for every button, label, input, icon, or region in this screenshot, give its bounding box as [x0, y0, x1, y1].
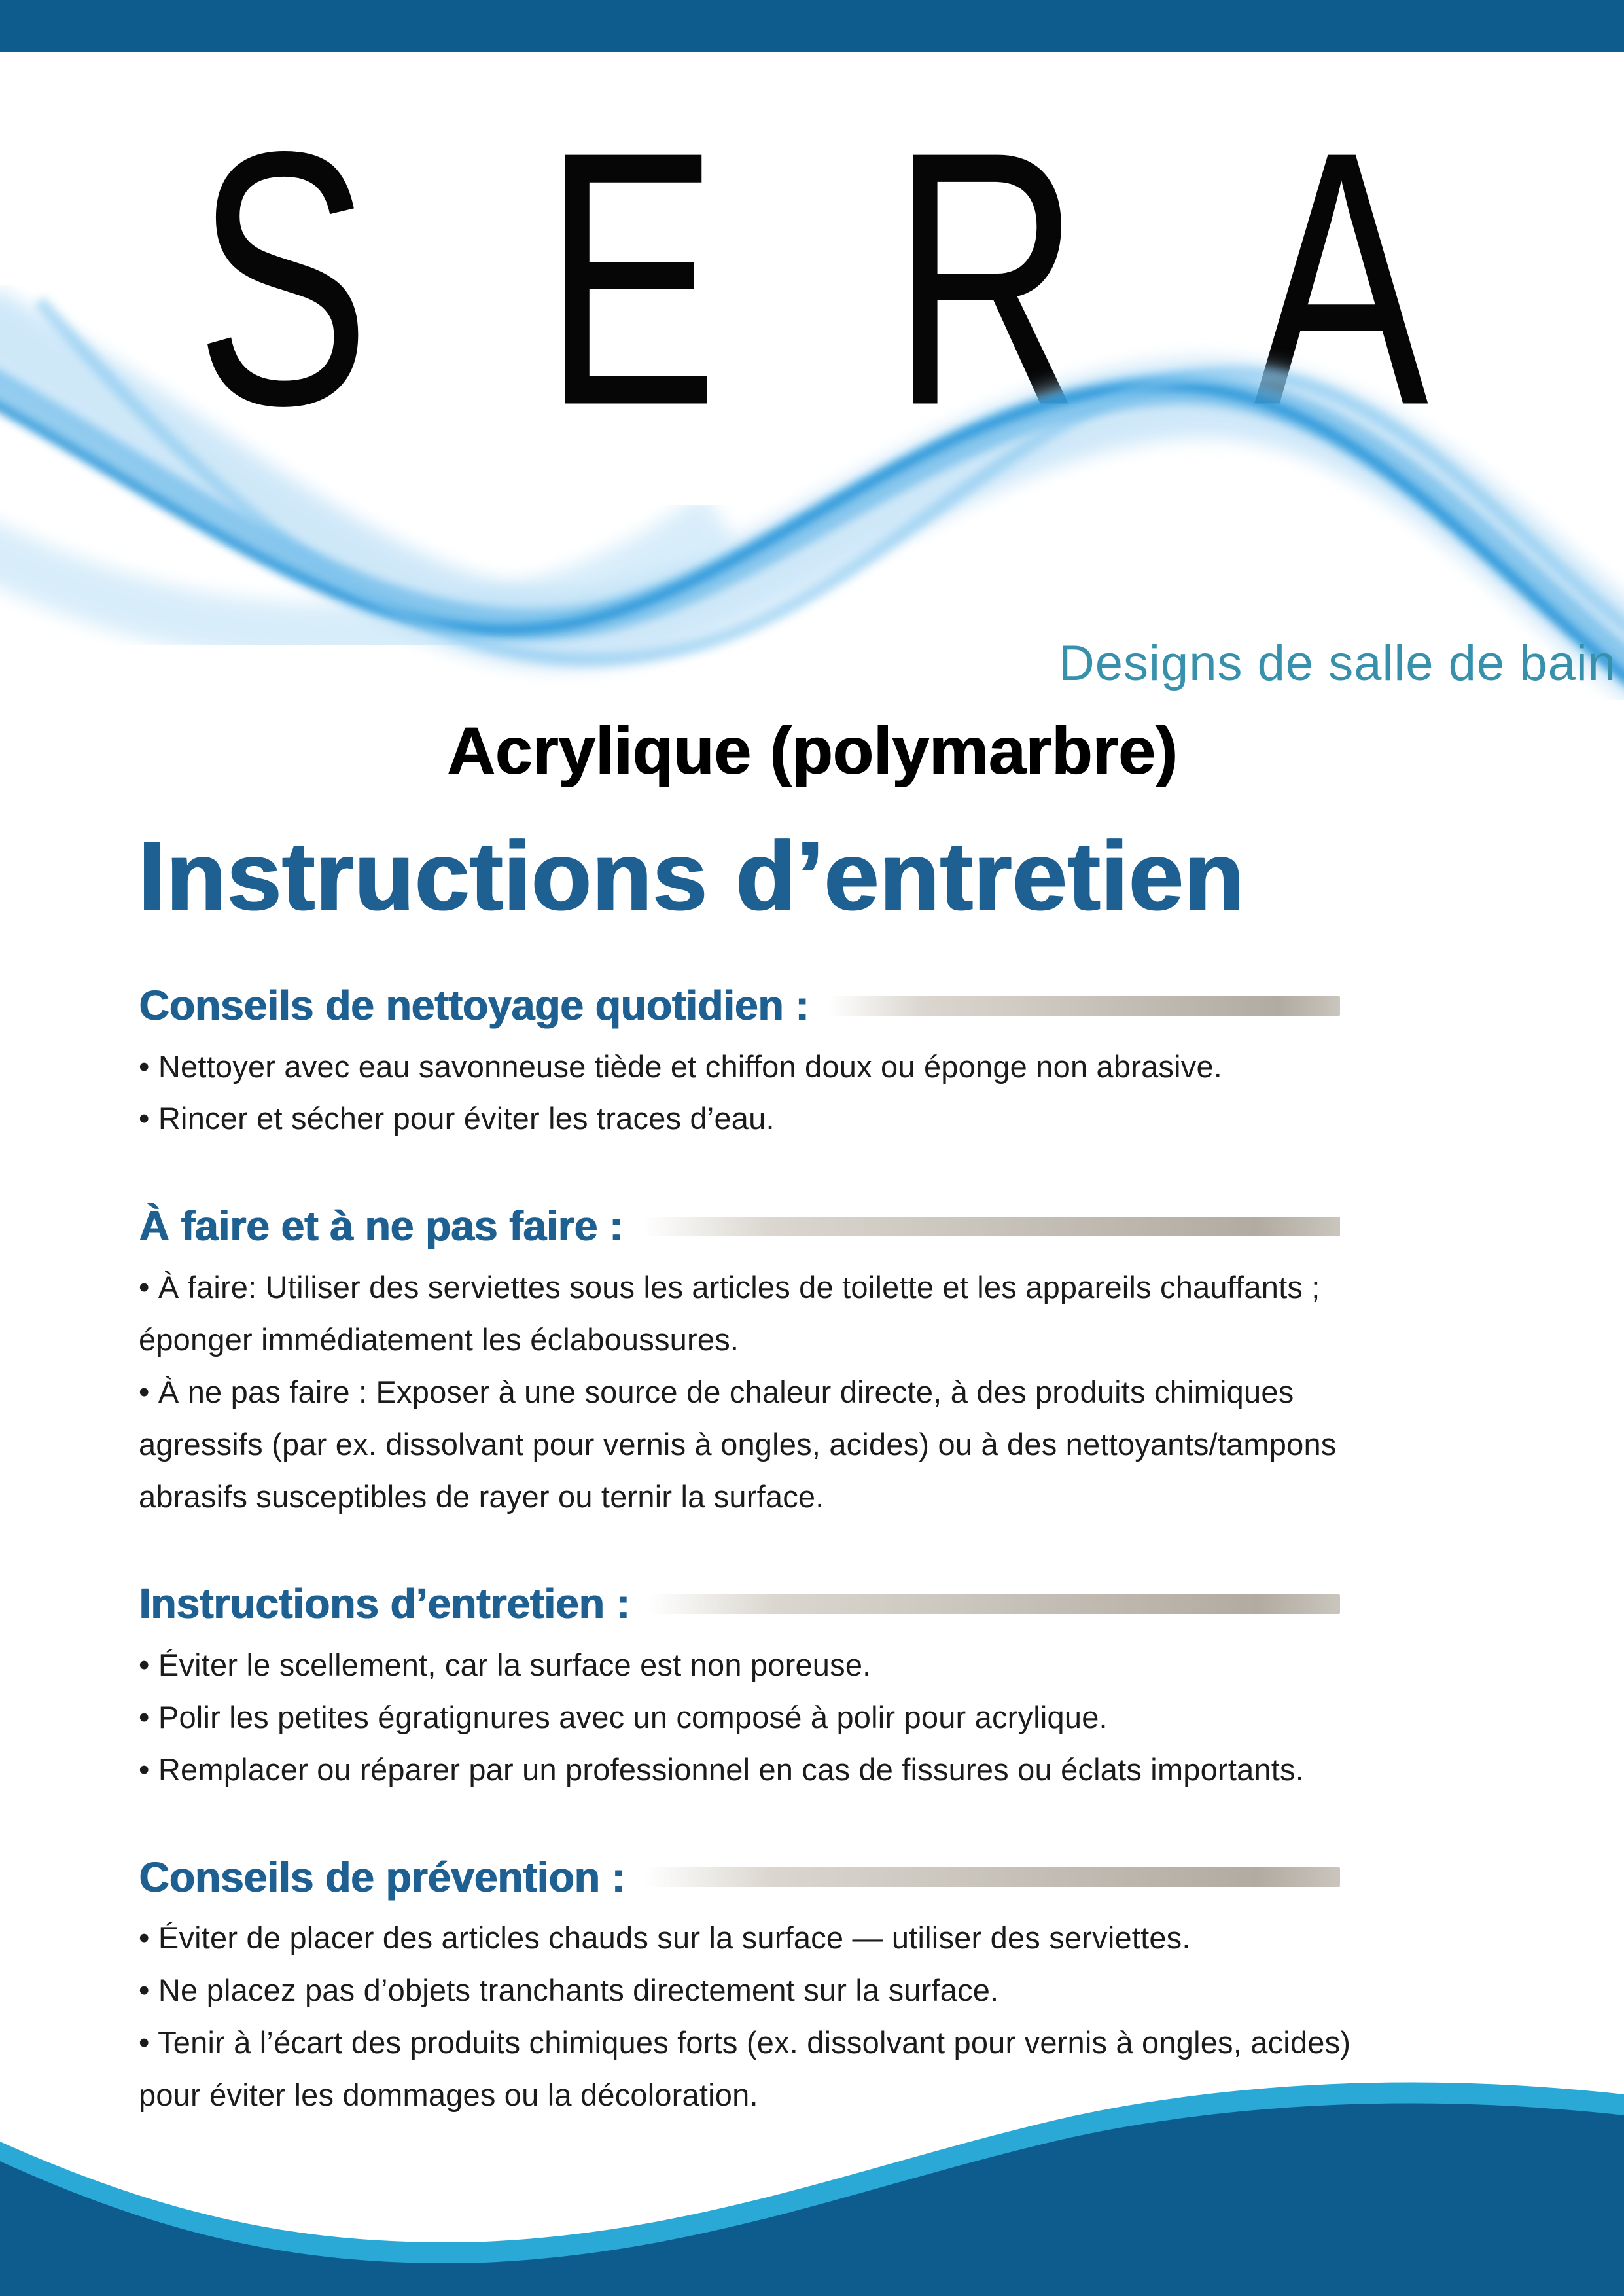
section-rule-bar — [643, 1217, 1340, 1236]
top-color-bar — [0, 0, 1624, 52]
bullet-item: • Remplacer ou réparer par un professionnel en cas de fissures ou éclats importants. — [139, 1751, 1304, 1787]
brand-tagline: Designs de salle de bain — [1058, 636, 1616, 691]
bullet-item: • Éviter le scellement, car la surface est non poreuse. — [139, 1647, 872, 1683]
section-dos-donts — [139, 1202, 1340, 1522]
section-heading-row — [139, 1580, 1340, 1628]
bullet-list — [139, 1639, 1421, 1796]
section-heading-row — [139, 982, 1340, 1030]
section-rule-bar — [828, 996, 1340, 1016]
bullet-item: • Ne placez pas d’objets tranchants directement sur la surface. — [139, 1973, 999, 2008]
section-heading-row — [139, 1854, 1340, 1902]
section-daily-cleaning — [139, 982, 1340, 1145]
section-heading: Conseils de prévention : — [139, 1853, 626, 1901]
section-heading: Instructions d’entretien : — [139, 1580, 630, 1628]
section-heading-row — [139, 1202, 1340, 1251]
bullet-item: • Nettoyer avec eau savonneuse tiède et chiffon doux ou éponge non abrasive. — [139, 1049, 1223, 1084]
section-care-instructions — [139, 1580, 1340, 1795]
bullet-list — [139, 1261, 1421, 1522]
bullet-item: • Tenir à l’écart des produits chimiques forts (ex. dissolvant pour vernis à ongles, acides) pour éviter les dommages ou la décoloration. — [139, 2025, 1351, 2112]
bullet-list — [139, 1041, 1421, 1145]
care-sections — [139, 982, 1351, 2121]
section-rule-bar — [649, 1594, 1340, 1614]
brand-logo: SERA — [195, 76, 1602, 480]
bullet-item: • À faire: Utiliser des serviettes sous les articles de toilette et les appareils chauffants ; éponger immédiatement les éclaboussures. — [139, 1269, 1320, 1357]
section-rule-bar — [644, 1867, 1340, 1887]
material-title: Acrylique (polymarbre) — [446, 713, 1178, 788]
section-heading: À faire et à ne pas faire : — [139, 1202, 623, 1250]
bullet-item: • Polir les petites égratignures avec un composé à polir pour acrylique. — [139, 1699, 1108, 1734]
footer-wave-graphic — [0, 2060, 1624, 2296]
section-heading: Conseils de nettoyage quotidien : — [139, 982, 809, 1029]
page-title: Instructions d’entretien — [137, 821, 1244, 931]
bullet-item: • Rincer et sécher pour éviter les traces d’eau. — [139, 1101, 775, 1136]
bullet-item: • À ne pas faire : Exposer à une source de chaleur directe, à des produits chimiques agressifs (par ex. dissolvant pour vernis à ongles, acides) ou à des nettoyants/tampons abrasifs susceptibles de rayer ou ternir la surface. — [139, 1374, 1337, 1514]
bullet-item: • Éviter de placer des articles chauds sur la surface — utiliser des serviettes. — [139, 1920, 1191, 1956]
